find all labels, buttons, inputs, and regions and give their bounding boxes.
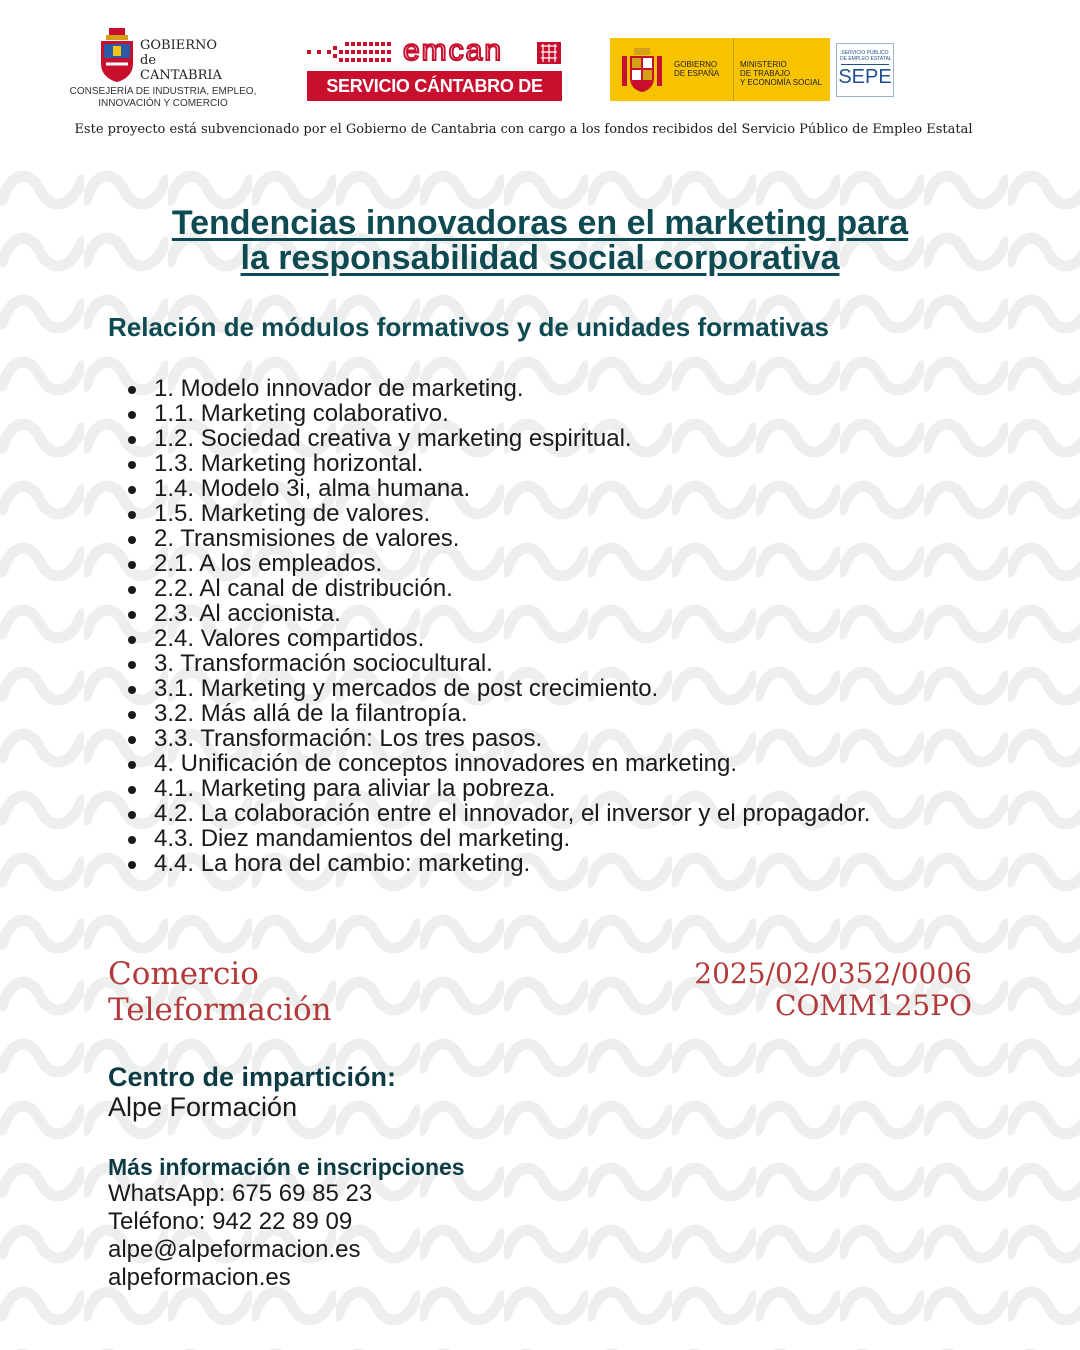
- list-item: 3.1. Marketing y mercados de post crecimiento.: [128, 676, 870, 701]
- contact-details: [108, 1180, 372, 1292]
- list-item: 4. Unificación de conceptos innovadores en marketing.: [128, 751, 870, 776]
- phone-number[interactable]: Teléfono: 942 22 89 09: [108, 1208, 353, 1235]
- list-item: 2.3. Al accionista.: [128, 601, 870, 626]
- sepe-acronym: SEPE: [838, 66, 892, 88]
- whatsapp-number[interactable]: WhatsApp: 675 69 85 23: [108, 1180, 373, 1207]
- list-item: 3.3. Transformación: Los tres pasos.: [128, 726, 870, 751]
- list-item: 2. Transmisiones de valores.: [128, 526, 870, 551]
- emcan-logo: [307, 34, 563, 126]
- modules-list: [128, 376, 870, 876]
- list-item: 4.2. La colaboración entre el innovador, el inversor y el propagador.: [128, 801, 870, 826]
- list-item: 1.4. Modelo 3i, alma humana.: [128, 476, 870, 501]
- sepe-full-name: SERVICIO PÚBLICO DE EMPLEO ESTATAL: [840, 50, 892, 62]
- list-item: 1.3. Marketing horizontal.: [128, 451, 870, 476]
- list-item: 3. Transformación sociocultural.: [128, 651, 870, 676]
- list-item: 2.1. A los empleados.: [128, 551, 870, 576]
- spain-coat-of-arms-icon: [620, 46, 664, 94]
- course-title-line-2: la responsabilidad social corporativa: [240, 239, 840, 277]
- list-item: 1.2. Sociedad creativa y marketing espiritual.: [128, 426, 870, 451]
- list-item: 2.2. Al canal de distribución.: [128, 576, 870, 601]
- course-code: COMM125PO: [775, 989, 972, 1022]
- list-item: 1.1. Marketing colaborativo.: [128, 401, 870, 426]
- funding-note: Este proyecto está subvencionado por el Gobierno de Cantabria con cargo a los fondos recibidos del Servicio Público de Empleo Estatal: [74, 122, 973, 137]
- emcan-banner: SERVICIO CÁNTABRO DE EMPLEO: [307, 71, 562, 101]
- gobierno-espana-logo: [610, 38, 830, 101]
- list-item: 3.2. Más allá de la filantropía.: [128, 701, 870, 726]
- list-item: 1.5. Marketing de valores.: [128, 501, 870, 526]
- ministerio-text: MINISTERIO DE TRABAJO Y ECONOMÍA SOCIAL: [740, 60, 823, 87]
- contact-heading: Más información e inscripciones: [108, 1154, 465, 1180]
- list-item: 2.4. Valores compartidos.: [128, 626, 870, 651]
- centre-name: Alpe Formación: [108, 1092, 298, 1122]
- emcan-wordmark: emcan: [403, 34, 504, 67]
- sepe-rule: [841, 64, 889, 65]
- header-logos: [0, 0, 1080, 160]
- modules-heading: Relación de módulos formativos y de unidades formativas: [108, 312, 829, 342]
- list-item: 1. Modelo innovador de marketing.: [128, 376, 870, 401]
- course-title: [130, 206, 950, 276]
- course-title-line-1: Tendencias innovadoras en el marketing para: [171, 204, 909, 242]
- file-code: 2025/02/0352/0006: [694, 957, 972, 990]
- list-item: 4.4. La hora del cambio: marketing.: [128, 851, 870, 876]
- spain-logo-divider: [733, 38, 734, 101]
- gobierno-cantabria-logo: [68, 20, 258, 112]
- centre-label: Centro de impartición:: [108, 1062, 397, 1092]
- area-name: Comercio: [108, 956, 259, 992]
- list-item: 4.3. Diez mandamientos del marketing.: [128, 826, 870, 851]
- course-area: [108, 956, 332, 1028]
- cantabria-shield-icon: [98, 26, 136, 84]
- course-codes: [694, 958, 972, 1022]
- website-link[interactable]: alpeformacion.es: [108, 1264, 291, 1291]
- cantabria-department: CONSEJERÍA DE INDUSTRIA, EMPLEO, INNOVACIÓN Y COMERCIO: [69, 86, 257, 109]
- email-link[interactable]: alpe@alpeformacion.es: [108, 1236, 361, 1263]
- modality: Teleformación: [108, 992, 332, 1028]
- sepe-logo: [836, 43, 894, 97]
- list-item: 4.1. Marketing para aliviar la pobreza.: [128, 776, 870, 801]
- gobierno-espana-text: GOBIERNO DE ESPAÑA: [674, 60, 720, 78]
- cantabria-name: GOBIERNO de CANTABRIA: [140, 38, 222, 83]
